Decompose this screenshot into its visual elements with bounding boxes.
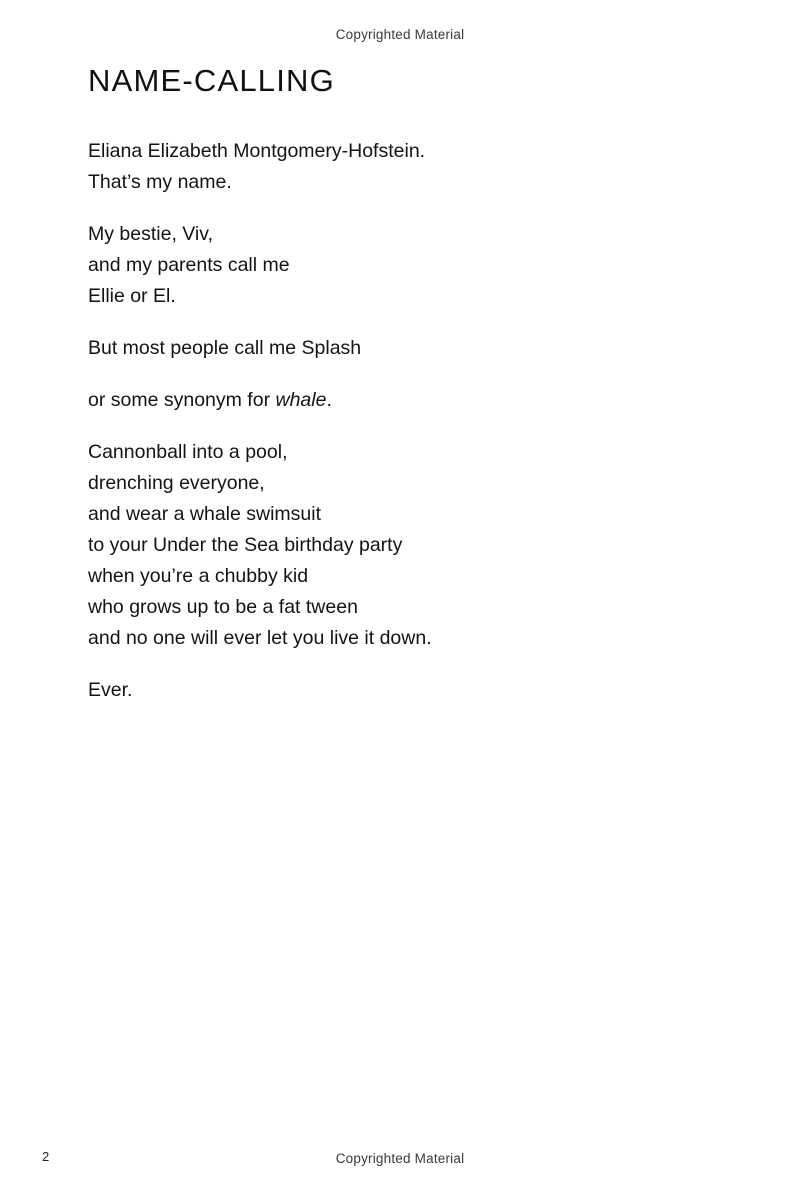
copyright-watermark-top: Copyrighted Material <box>335 27 465 42</box>
poem-line: That’s my name. <box>88 171 232 194</box>
poem-line: and no one will ever let you live it down. <box>88 627 432 650</box>
poem-line: My bestie, Viv, <box>88 223 213 246</box>
stanza-list <box>88 136 688 706</box>
poem-line: drenching everyone, <box>88 472 265 495</box>
poem-line: who grows up to be a fat tween <box>88 596 358 619</box>
poem-line: to your Under the Sea birthday party <box>88 534 403 557</box>
page-number: 2 <box>42 1149 50 1164</box>
stanza <box>88 385 688 416</box>
stanza <box>88 219 688 312</box>
stanza <box>88 136 688 198</box>
poem-line: and my parents call me <box>88 254 290 277</box>
poem-line: when you’re a chubby kid <box>88 565 309 588</box>
poem-body <box>88 62 688 727</box>
poem-line: Cannonball into a pool, <box>88 441 288 464</box>
stanza <box>88 437 688 654</box>
page-title: NAME-CALLING <box>88 63 335 98</box>
poem-line: Eliana Elizabeth Montgomery-Hofstein. <box>88 140 426 163</box>
poem-line: Ever. <box>88 679 133 702</box>
poem-line: Ellie or El. <box>88 285 176 308</box>
poem-line: But most people call me Splash <box>88 337 362 360</box>
stanza <box>88 675 688 706</box>
copyright-watermark-bottom: Copyrighted Material <box>335 1151 465 1166</box>
poem-line: or some synonym for whale. <box>88 389 332 412</box>
stanza <box>88 333 688 364</box>
poem-line: and wear a whale swimsuit <box>88 503 322 526</box>
